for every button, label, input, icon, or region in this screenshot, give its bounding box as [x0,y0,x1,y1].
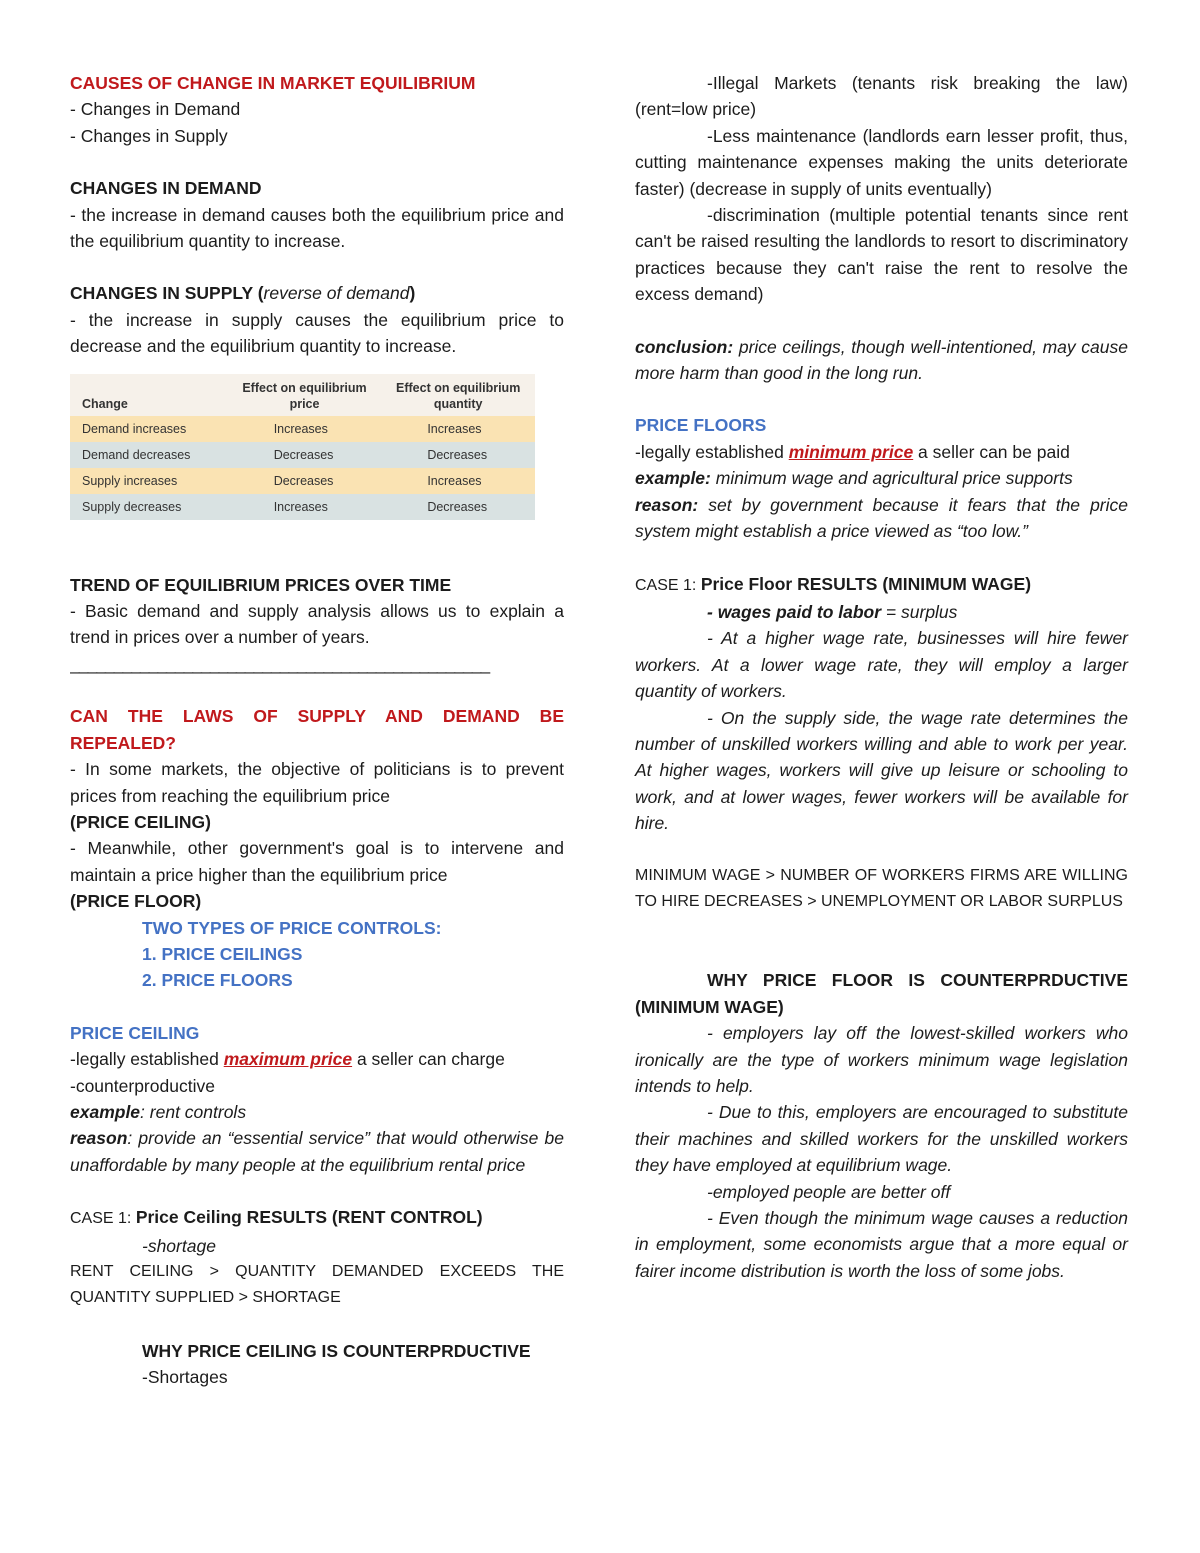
table-cell: Supply decreases [70,494,228,520]
ceiling-reason [70,1125,564,1178]
ceiling-def-pre: -legally established [70,1049,224,1070]
table-cell: Decreases [381,494,535,520]
table-cell: Decreases [381,442,535,468]
table-row [70,468,535,494]
table-cell: Increases [381,468,535,494]
section-divider: ________________________________________________ [70,653,490,674]
wages-line [635,599,1128,625]
case1-title: Price Ceiling RESULTS (RENT CONTROL) [135,1207,483,1228]
causes-item-demand: - Changes in Demand [70,99,241,120]
repeal-label-floor: (PRICE FLOOR) [70,891,202,912]
wage-paragraph-2: - On the supply side, the wage rate determines the number of unskilled workers willing and able to work per year. At higher wages, workers will give up leisure or schooling to work, and at lower wages, fewer workers will be available for hire. [635,707,1128,834]
floor-case-prefix: CASE 1: [635,576,701,594]
effects-header-price: Effect on equilibrium price [228,374,382,416]
floor-reason-text: set by government because it fears that the price system might establish a price viewed as “too low.” [635,494,1128,542]
repeal-label-ceiling: (PRICE CEILING) [70,811,211,832]
why-floor-paragraph-1: - employers lay off the lowest-skilled workers who ironically are the type of workers minimum wage legislation intends to help. [635,1023,1128,1096]
ceiling-heading: PRICE CEILING [70,1022,200,1043]
floor-reason [635,492,1128,545]
table-cell: Demand decreases [70,442,228,468]
supply-heading-note: reverse of demand [263,283,410,304]
table-row [70,416,535,442]
floor-def-post: a seller can be paid [913,441,1070,462]
floor-definition [635,439,1128,465]
table-cell: Decreases [228,468,382,494]
repeal-text-2: - Meanwhile, other government's goal is to intervene and maintain a price higher than the equilibrium price [70,838,564,885]
floors-heading: PRICE FLOORS [635,415,767,436]
ceiling-def-post: a seller can charge [352,1049,505,1070]
floor-case-heading [635,571,1128,599]
why-floor-paragraph-4: - Even though the minimum wage causes a reduction in employment, some economists argue that a more equal or fairer income distribution is worth the loss of some jobs. [635,1208,1128,1281]
ceiling-conclusion [635,334,1128,387]
why-floor-paragraph-3: -employed people are better off [707,1181,951,1202]
why-floor-paragraph-2: - Due to this, employers are encouraged to substitute their machines and skilled workers for the unskilled workers they have employed at equilibrium wage. [635,1102,1128,1176]
supply-text: - the increase in supply causes the equilibrium price to decrease and the equilibrium quantity to increase. [70,309,564,357]
ceiling-counterproductive: -counterproductive [70,1075,215,1096]
controls-item-floors: 2. PRICE FLOORS [142,970,293,991]
case1-sub: -shortage [142,1235,216,1256]
ceiling-reason-label: reason [70,1128,128,1149]
repeal-text-1: - In some markets, the objective of politicians is to prevent prices from reaching the equilibrium price [70,759,564,806]
ceiling-reason-text: : provide an “essential service” that would otherwise be unaffordable by many people at the equilibrium rental price [70,1128,564,1175]
floor-example-label: example: [635,468,711,489]
table-cell: Decreases [228,442,382,468]
supply-heading [70,280,564,306]
repeal-heading: CAN THE LAWS OF SUPPLY AND DEMAND BE REPEALED? [70,706,564,753]
wage-paragraph-1: - At a higher wage rate, businesses will hire fewer workers. At a lower wage rate, they will employ a larger quantity of workers. [635,628,1128,702]
floor-case-title: Price Floor RESULTS (MINIMUM WAGE) [700,573,1032,594]
left-column [70,70,564,1391]
effects-table [70,374,535,520]
effects-table-header [70,374,535,416]
trend-text: - Basic demand and supply analysis allows us to explain a trend in prices over a number of years. [70,601,564,648]
ceiling-def-key: maximum price [223,1049,353,1070]
table-row [70,494,535,520]
demand-text: - the increase in demand causes both the equilibrium price and the equilibrium quantity to increase. [70,204,564,252]
demand-heading: CHANGES IN DEMAND [70,178,262,199]
conclusion-text: price ceilings, though well-intentioned, may cause more harm than good in the long run. [635,336,1128,384]
why-floor-heading: WHY PRICE FLOOR IS COUNTERPRDUCTIVE (MINIMUM WAGE) [635,970,1128,1017]
controls-heading: TWO TYPES OF PRICE CONTROLS: [142,917,442,938]
floor-example-text: minimum wage and agricultural price supports [710,468,1073,489]
effects-header-change: Change [70,374,228,416]
ceiling-example-label: example [70,1101,141,1122]
wages-label: - wages paid to labor [707,601,882,622]
floor-def-key: minimum price [788,441,914,462]
ceiling-definition [70,1046,564,1072]
table-cell: Increases [228,494,382,520]
conclusion-label: conclusion: [635,336,734,357]
table-row [70,442,535,468]
why-ceiling-item: -Shortages [142,1367,228,1388]
wages-text: = surplus [881,601,958,622]
why-ceiling-heading: WHY PRICE CEILING IS COUNTERPRDUCTIVE [142,1340,531,1361]
table-cell: Demand increases [70,416,228,442]
ceiling-example [70,1099,564,1125]
ceiling-less-maintenance: -Less maintenance (landlords earn lesser profit, thus, cutting maintenance expenses making the units deteriorate faster) (decrease in supply of units eventually) [635,125,1128,199]
controls-item-ceilings: 1. PRICE CEILINGS [142,943,303,964]
table-cell: Supply increases [70,468,228,494]
case1-prefix: CASE 1: [70,1210,136,1228]
table-cell: Increases [228,416,382,442]
floor-def-pre: -legally established [635,441,789,462]
floor-reason-label: reason: [635,494,699,515]
causes-heading: CAUSES OF CHANGE IN MARKET EQUILIBRIUM [70,73,476,93]
causes-item-supply: - Changes in Supply [70,125,228,146]
table-cell: Increases [381,416,535,442]
min-wage-chain: MINIMUM WAGE > NUMBER OF WORKERS FIRMS ARE WILLING TO HIRE DECREASES > UNEMPLOYMENT OR LABOR SURPLUS [635,866,1128,910]
trend-heading: TREND OF EQUILIBRIUM PRICES OVER TIME [70,574,452,595]
right-column [635,70,1128,1284]
floor-example [635,465,1128,491]
case1-heading [70,1204,564,1232]
ceiling-discrimination: -discrimination (multiple potential tenants since rent can't be raised resulting the landlords to resort to discriminatory practices because they can't raise the rent to resolve the excess demand) [635,205,1128,305]
ceiling-illegal-markets: -Illegal Markets (tenants risk breaking the law) (rent=low price) [635,73,1128,120]
supply-heading-end: ) [409,283,416,304]
supply-heading-text: CHANGES IN SUPPLY ( [70,283,264,304]
ceiling-example-text: : rent controls [140,1101,247,1122]
effects-header-quantity: Effect on equilibrium quantity [381,374,535,416]
case1-chain: RENT CEILING > QUANTITY DEMANDED EXCEEDS THE QUANTITY SUPPLIED > SHORTAGE [70,1263,564,1307]
